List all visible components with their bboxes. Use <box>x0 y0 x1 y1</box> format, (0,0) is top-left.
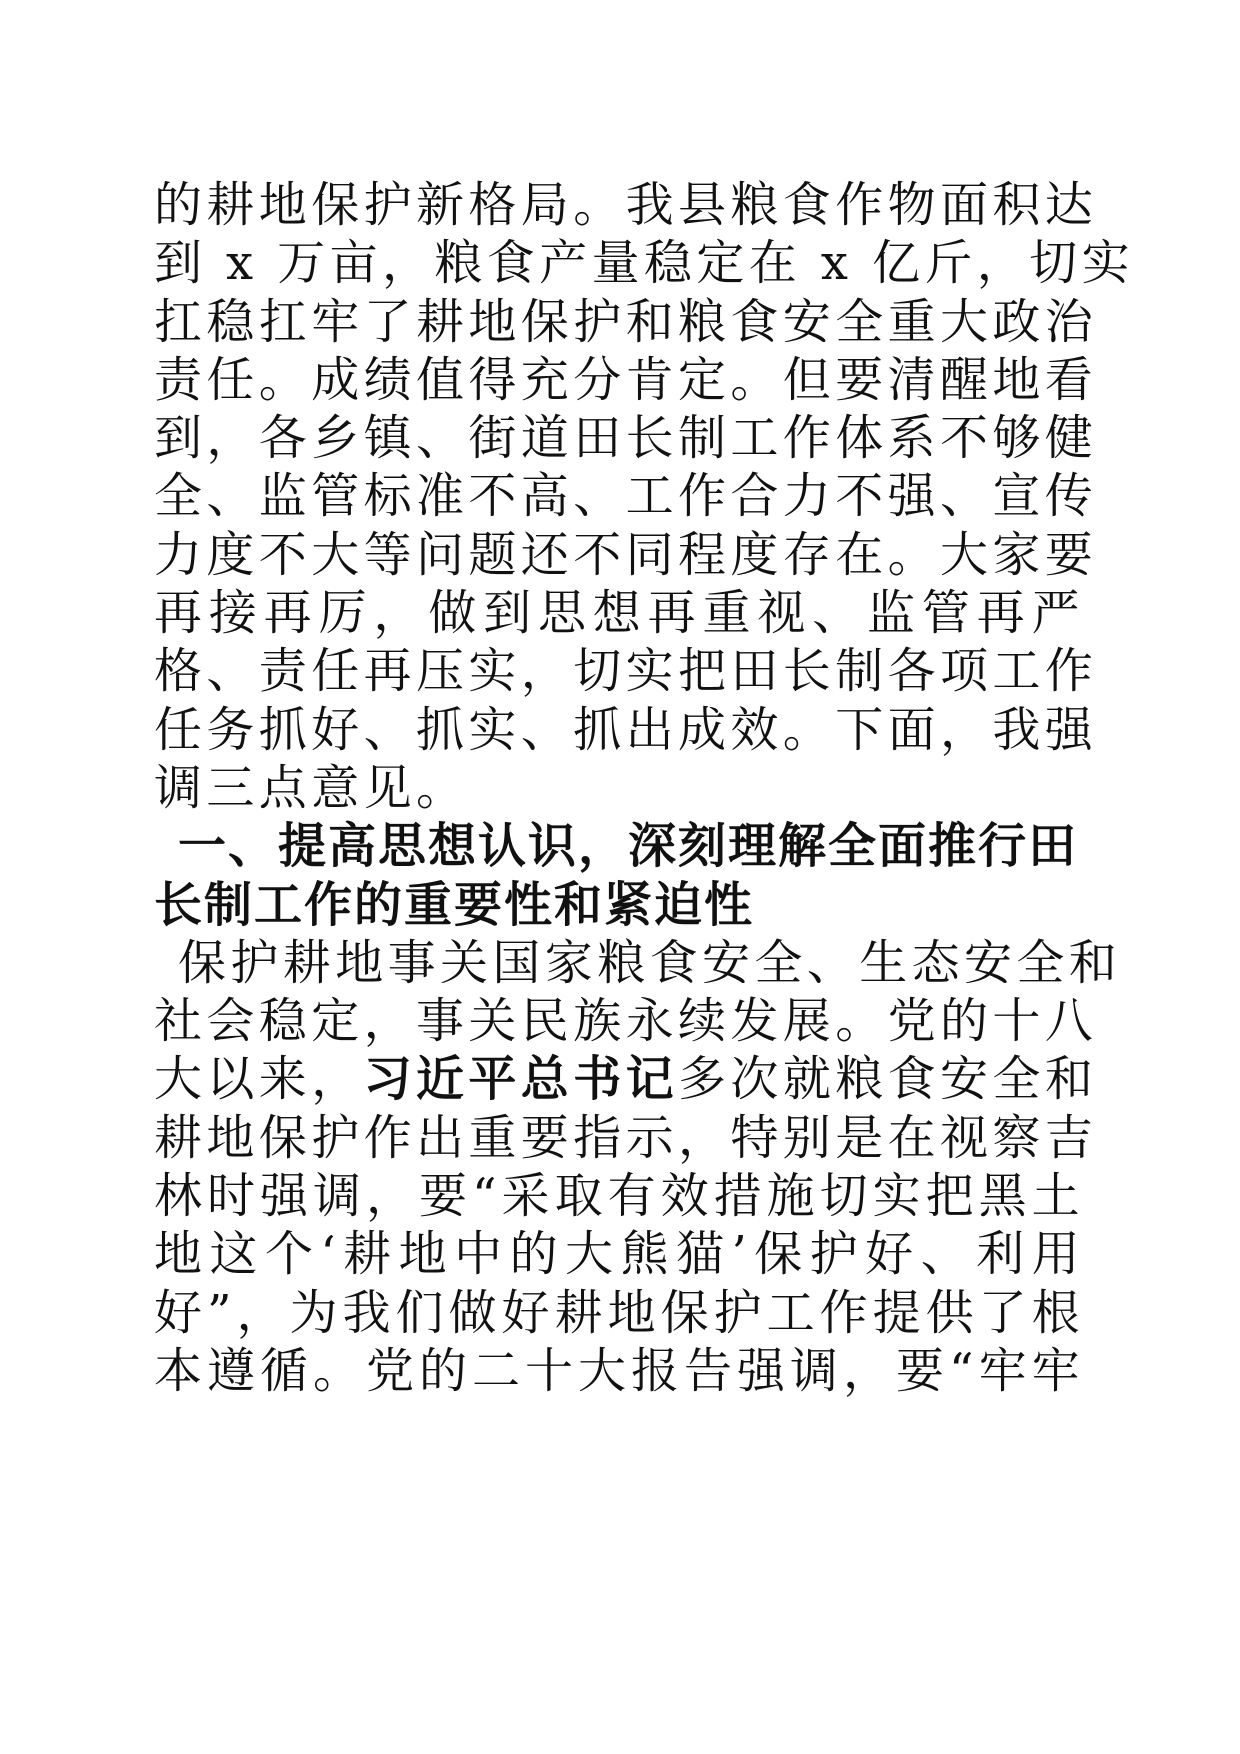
text-line: 责任。成绩值得充分肯定。但要清醒地看 <box>154 351 1098 408</box>
text-line: 地这个‘耕地中的大熊猫’保护好、利用 <box>154 1226 1084 1283</box>
text-line: 耕地保护作出重要指示，特别是在视察吉 <box>154 1109 1098 1166</box>
text-segment: 多次就粮食安全和 <box>678 1051 1098 1108</box>
heading-line: 长制工作的重要性和紧迫性 <box>154 876 755 933</box>
text-line: 本遵循。党的二十大报告强调，要“牢牢 <box>154 1342 1084 1399</box>
text-line: 到 x 万亩，粮食产量稳定在 x 亿斤，切实 <box>154 235 1134 292</box>
text-line: 力度不大等问题还不同程度存在。大家要 <box>154 526 1098 583</box>
text-line: 再接再厉，做到思想再重视、监管再严 <box>154 585 1084 642</box>
bold-name: 习近平总书记 <box>363 1051 679 1108</box>
text-line-with-emphasis <box>154 1050 1098 1108</box>
text-line: 调三点意见。 <box>154 759 469 816</box>
text-line: 林时强调，要“采取有效措施切实把黑土 <box>154 1168 1084 1225</box>
text-line: 到，各乡镇、街道田长制工作体系不够健 <box>154 410 1098 467</box>
text-line: 好”，为我们做好耕地保护工作提供了根 <box>154 1284 1084 1341</box>
text-line: 保护耕地事关国家粮食安全、生态安全和 <box>178 934 1122 991</box>
text-line: 格、责任再压实，切实把田长制各项工作 <box>154 643 1098 700</box>
section-paragraph <box>154 934 1122 1400</box>
text-line: 全、监管标准不高、工作合力不强、宣传 <box>154 468 1098 525</box>
document-body <box>154 176 1134 1400</box>
text-line: 扛稳扛牢了耕地保护和粮食安全重大政治 <box>154 293 1098 350</box>
heading-line: 一、提高思想认识，深刻理解全面推行田 <box>178 818 1079 875</box>
text-segment: 大以来， <box>154 1051 364 1108</box>
text-line: 任务抓好、抓实、抓出成效。下面，我强 <box>154 701 1098 758</box>
text-line: 的耕地保护新格局。我县粮食作物面积达 <box>154 177 1098 233</box>
section-heading <box>154 817 1084 934</box>
text-line: 社会稳定，事关民族永续发展。党的十八 <box>154 993 1098 1050</box>
intro-paragraph <box>154 176 1134 817</box>
